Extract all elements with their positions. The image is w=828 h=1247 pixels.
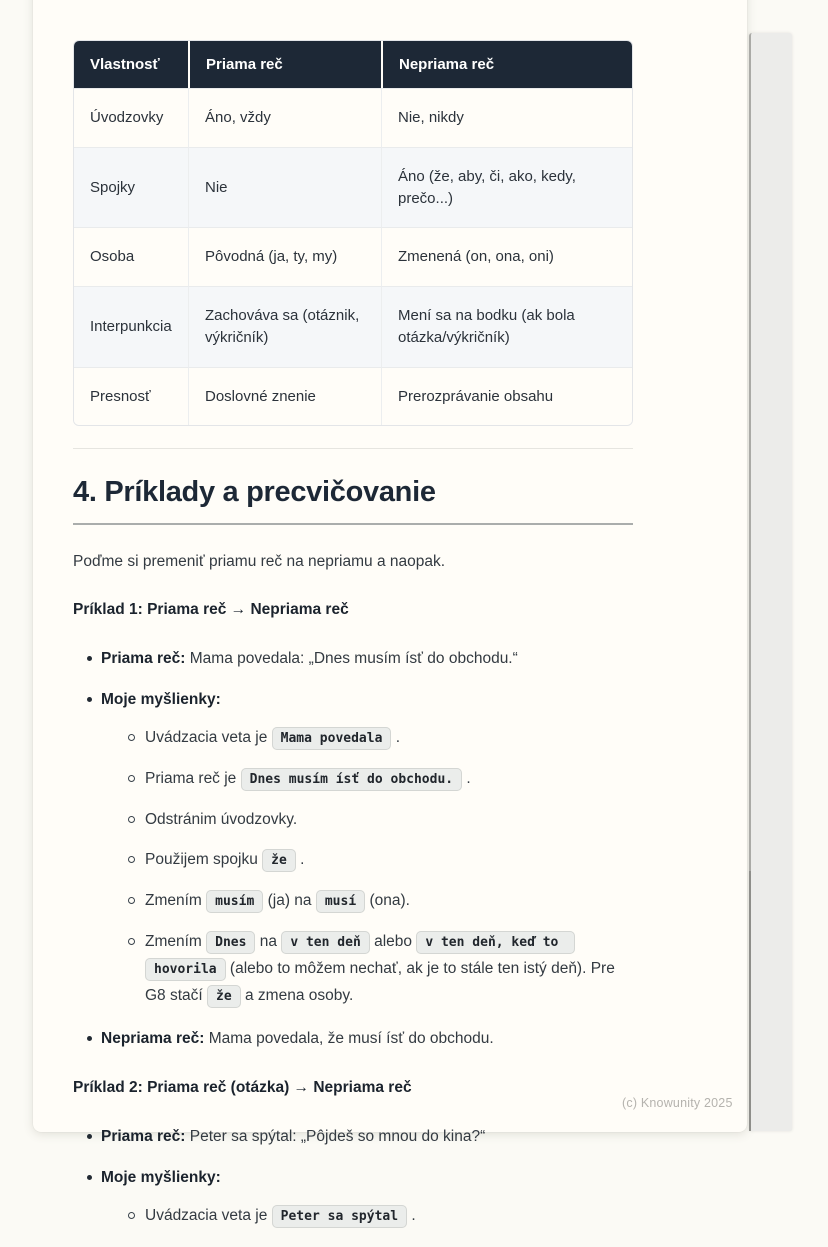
code-chip: Mama povedala <box>272 727 392 750</box>
code-chip: musí <box>316 890 365 913</box>
sub-list-item <box>128 766 633 793</box>
section-heading: 4. Príklady a precvičovanie <box>73 476 633 524</box>
table-cell: Nie <box>188 147 381 228</box>
text-run: Odstránim úvodzovky. <box>145 811 298 829</box>
sub-list-item <box>128 929 633 1010</box>
code-chip: Peter sa spýtal <box>272 1205 407 1228</box>
table-cell: Prerozprávanie obsahu <box>381 367 632 426</box>
bold-text: Príklad 2: Priama reč (otázka) → Nepriama reč <box>73 1079 412 1097</box>
table-header-cell: Vlastnosť <box>74 41 188 88</box>
code-chip: Dnes <box>206 931 255 954</box>
bold-text: Nepriama reč: <box>101 1030 205 1048</box>
code-chip: musím <box>206 890 263 913</box>
scrollbar-thumb[interactable] <box>749 871 751 1131</box>
text-run: Použijem spojku <box>145 851 263 869</box>
text-run: Poďme si premeniť priamu reč na nepriamu a naopak. <box>73 552 446 570</box>
text-run: . <box>407 1207 416 1225</box>
sub-bullet-list <box>101 725 633 1010</box>
bold-text: Moje myšlienky: <box>101 1169 221 1187</box>
prose-blocks <box>73 448 633 1230</box>
paragraph <box>73 1076 633 1099</box>
table-cell: Úvodzovky <box>74 88 188 147</box>
bullet-list <box>73 647 633 1051</box>
text-run: (alebo to môžem nechať, ak je to stále ten istý deň). Pre G8 stačí <box>145 960 615 1005</box>
table-cell: Presnosť <box>74 367 188 426</box>
text-run: Peter sa spýtal: „Pôjdeš so mnou do kina?“ <box>185 1128 486 1146</box>
document-content <box>73 40 633 1247</box>
text-run: Mama povedala: „Dnes musím ísť do obchodu.“ <box>185 650 518 668</box>
bold-text: Priama reč: <box>101 650 186 668</box>
text-run: a zmena osoby. <box>240 987 354 1005</box>
table-cell: Spojky <box>74 147 188 228</box>
table-header-row <box>74 41 632 88</box>
sub-bullet-list <box>101 1203 633 1230</box>
sub-list-item <box>128 807 633 833</box>
text-run: Mama povedala, že musí ísť do obchodu. <box>204 1030 494 1048</box>
code-chip: v ten deň, keď to hovorila <box>145 931 575 981</box>
text-run: Zmením <box>145 933 207 951</box>
table-cell: Osoba <box>74 227 188 286</box>
code-chip: že <box>207 985 241 1008</box>
paragraph <box>73 550 633 573</box>
table-cell: Zmenená (on, ona, oni) <box>381 227 632 286</box>
watermark: (c) Knowunity 2025 <box>622 1096 733 1110</box>
text-run: . <box>295 851 305 869</box>
table-cell: Mení sa na bodku (ak bola otázka/výkričník) <box>381 286 632 367</box>
table-cell: Zachováva sa (otáznik, výkričník) <box>188 286 381 367</box>
list-item <box>87 1166 633 1230</box>
list-item <box>87 688 633 1010</box>
table-cell: Áno (že, aby, či, ako, kedy, prečo...) <box>381 147 632 228</box>
text-run: . <box>462 770 471 788</box>
table-header-cell: Priama reč <box>188 41 381 88</box>
table-row <box>74 147 632 228</box>
table-row <box>74 367 632 426</box>
table-header-cell: Nepriama reč <box>381 41 632 88</box>
table-cell: Pôvodná (ja, ty, my) <box>188 227 381 286</box>
table-cell: Nie, nikdy <box>381 88 632 147</box>
list-item <box>87 1027 633 1051</box>
text-run: Uvádzacia veta je <box>145 1207 272 1225</box>
code-chip: že <box>262 849 296 872</box>
text-run: Zmením <box>145 892 207 910</box>
table-row <box>74 286 632 367</box>
bold-text: Príklad 1: Priama reč → Nepriama reč <box>73 600 349 618</box>
text-run: (ja) na <box>263 892 316 910</box>
table-cell: Doslovné znenie <box>188 367 381 426</box>
table-cell: Áno, vždy <box>188 88 381 147</box>
table-row <box>74 227 632 286</box>
text-run: . <box>391 729 401 747</box>
sub-list-item <box>128 725 633 752</box>
sub-list-item <box>128 888 633 915</box>
paragraph <box>73 598 633 621</box>
list-item <box>87 1125 633 1149</box>
text-run: (ona). <box>365 892 410 910</box>
section-divider <box>73 448 633 449</box>
comparison-table <box>73 40 633 426</box>
table-cell: Interpunkcia <box>74 286 188 367</box>
text-run: Priama reč je <box>145 770 241 788</box>
sub-list-item <box>128 1203 633 1230</box>
bold-text: Moje myšlienky: <box>101 691 221 709</box>
table-row <box>74 88 632 147</box>
sub-list-item <box>128 847 633 874</box>
document-page <box>33 0 747 1225</box>
text-run: na <box>255 933 282 951</box>
code-chip: v ten deň <box>281 931 369 954</box>
list-item <box>87 647 633 671</box>
code-chip: Dnes musím ísť do obchodu. <box>241 768 463 791</box>
scrollbar-track[interactable] <box>749 33 792 1131</box>
text-run: Uvádzacia veta je <box>145 729 272 747</box>
text-run: alebo <box>369 933 417 951</box>
bold-text: Priama reč: <box>101 1128 186 1146</box>
bullet-list <box>73 1125 633 1230</box>
